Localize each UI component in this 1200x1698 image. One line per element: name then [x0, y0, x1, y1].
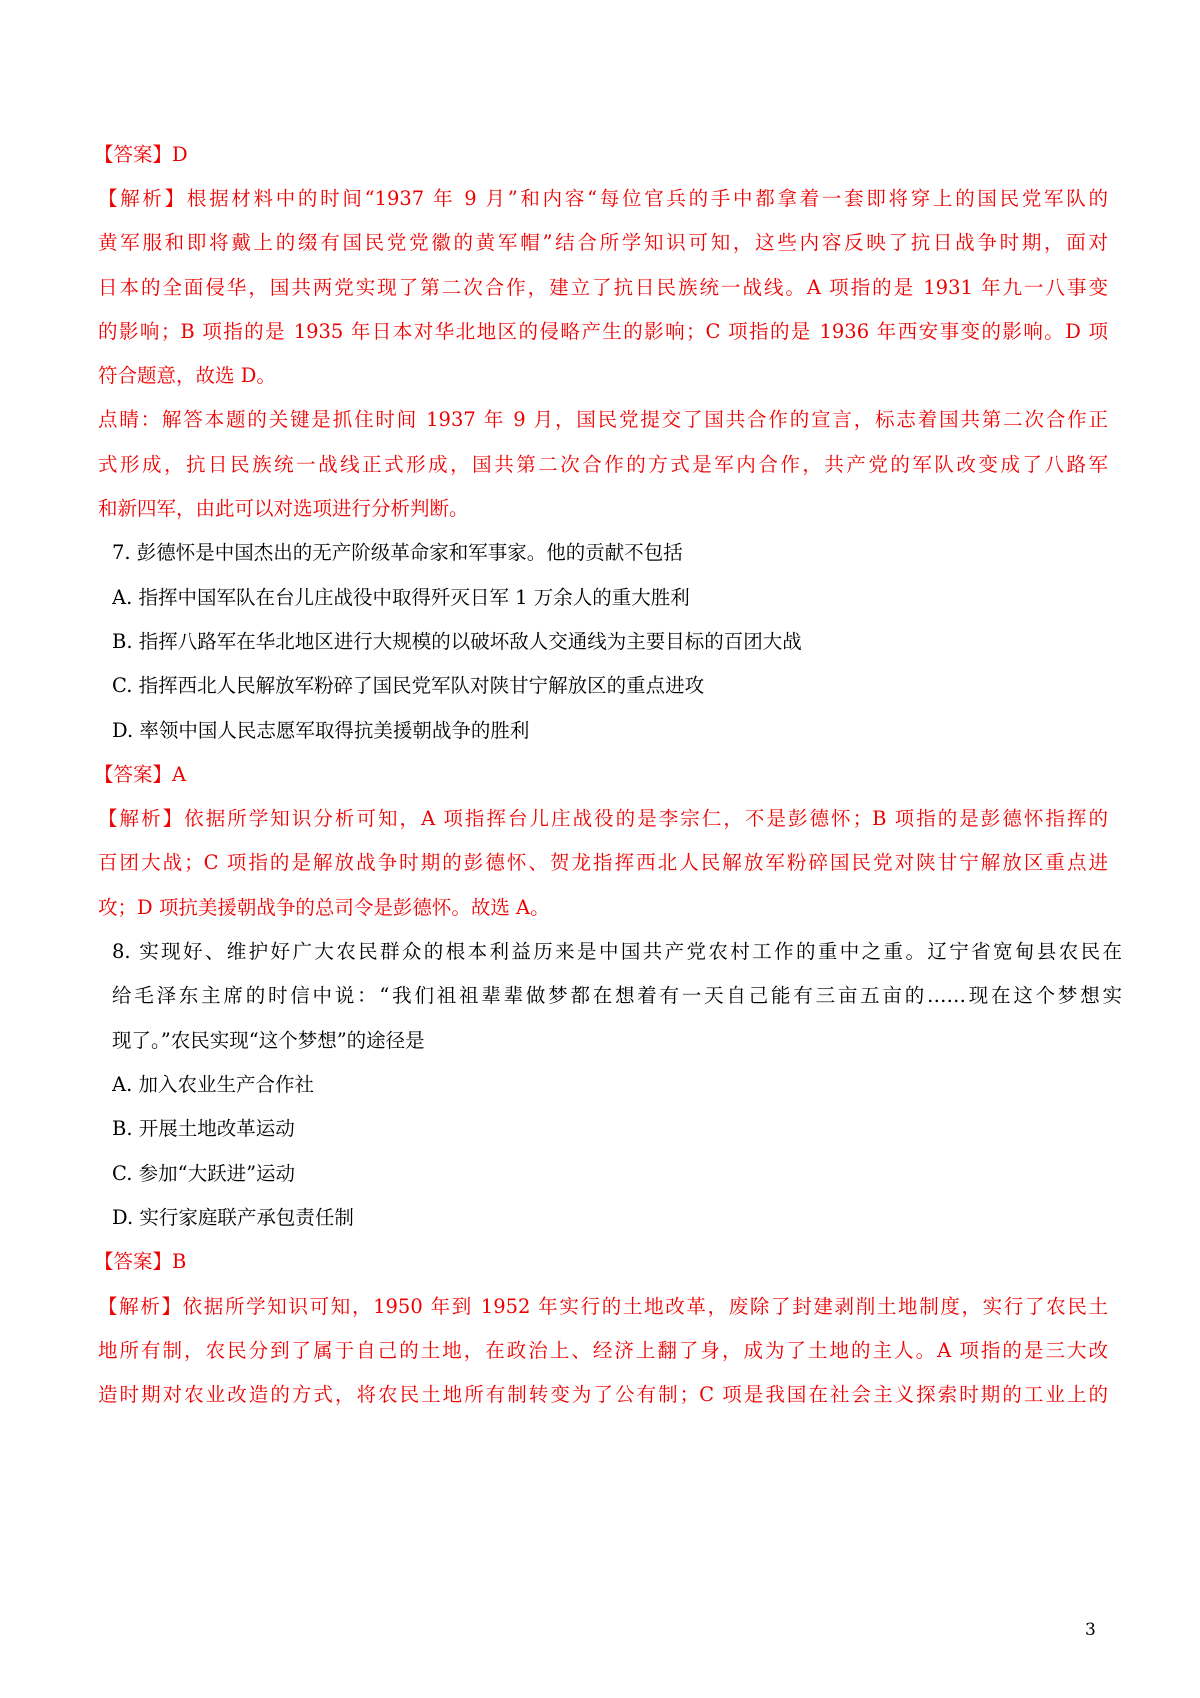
q6-analysis-line: 黄军服和即将戴上的缀有国民党党徽的黄军帽”结合所学知识可知，这些内容反映了抗日战争时期，面对 — [98, 231, 1108, 254]
q6-note-line: 点睛：解答本题的关键是抓住时间 1937 年 9 月，国民党提交了国共合作的宣言，标志着国共第二次合作正 — [98, 408, 1108, 431]
q6-analysis-line: 日本的全面侵华，国共两党实现了第二次合作，建立了抗日民族统一战线。A 项指的是 1931 年九一八事变 — [98, 276, 1108, 299]
q8-stem-line: 给毛泽东主席的时信中说：“我们祖祖辈辈做梦都在想着有一天自己能有三亩五亩的……现在这个梦想实 — [112, 984, 1122, 1007]
q6-answer-label: 【答案】D — [94, 143, 188, 166]
q7-analysis-line: 【解析】依据所学知识分析可知，A 项指挥台儿庄战役的是李宗仁，不是彭德怀；B 项指的是彭德怀指挥的 — [98, 807, 1108, 830]
q7-analysis-line: 攻；D 项抗美援朝战争的总司令是彭德怀。故选 A。 — [98, 896, 550, 919]
q7-answer-label: 【答案】A — [94, 763, 187, 786]
q8-option-b: B. 开展土地改革运动 — [112, 1117, 295, 1140]
q8-analysis-line: 【解析】依据所学知识可知，1950 年到 1952 年实行的土地改革，废除了封建剥削土地制度，实行了农民土 — [98, 1295, 1108, 1318]
q6-analysis-line: 的影响；B 项指的是 1935 年日本对华北地区的侵略产生的影响；C 项指的是 1936 年西安事变的影响。D 项 — [98, 320, 1108, 343]
q6-note-line: 和新四军，由此可以对选项进行分析判断。 — [98, 497, 469, 520]
q8-option-d: D. 实行家庭联产承包责任制 — [112, 1206, 354, 1229]
q7-stem: 7. 彭德怀是中国杰出的无产阶级革命家和军事家。他的贡献不包括 — [112, 541, 683, 564]
q8-stem-line: 现了。”农民实现“这个梦想”的途径是 — [112, 1029, 425, 1052]
page-number: 3 — [1085, 1620, 1096, 1640]
q8-analysis-line: 地所有制，农民分到了属于自己的土地，在政治上、经济上翻了身，成为了土地的主人。A 项指的是三大改 — [98, 1339, 1108, 1362]
q7-option-c: C. 指挥西北人民解放军粉碎了国民党军队对陕甘宁解放区的重点进攻 — [112, 674, 705, 697]
q8-option-a: A. 加入农业生产合作社 — [112, 1073, 314, 1096]
q6-analysis-line: 符合题意，故选 D。 — [98, 364, 276, 387]
q8-answer-label: 【答案】B — [94, 1250, 187, 1273]
q7-option-a: A. 指挥中国军队在台儿庄战役中取得歼灭日军 1 万余人的重大胜利 — [112, 586, 690, 609]
q8-option-c: C. 参加“大跃进”运动 — [112, 1162, 296, 1185]
q6-note-line: 式形成，抗日民族统一战线正式形成，国共第二次合作的方式是军内合作，共产党的军队改变成了八路军 — [98, 453, 1108, 476]
q8-stem-line: 8. 实现好、维护好广大农民群众的根本利益历来是中国共产党农村工作的重中之重。辽宁省宽甸县农民在 — [112, 940, 1122, 963]
q7-analysis-line: 百团大战；C 项指的是解放战争时期的彭德怀、贺龙指挥西北人民解放军粉碎国民党对陕甘宁解放区重点进 — [98, 851, 1108, 874]
q7-option-d: D. 率领中国人民志愿军取得抗美援朝战争的胜利 — [112, 719, 530, 742]
q8-analysis-line: 造时期对农业改造的方式，将农民土地所有制转变为了公有制；C 项是我国在社会主义探索时期的工业上的 — [98, 1383, 1108, 1406]
q7-option-b: B. 指挥八路军在华北地区进行大规模的以破坏敌人交通线为主要目标的百团大战 — [112, 630, 802, 653]
q6-analysis-line: 【解析】根据材料中的时间“1937 年 9 月”和内容“每位官兵的手中都拿着一套即将穿上的国民党军队的 — [98, 187, 1108, 210]
